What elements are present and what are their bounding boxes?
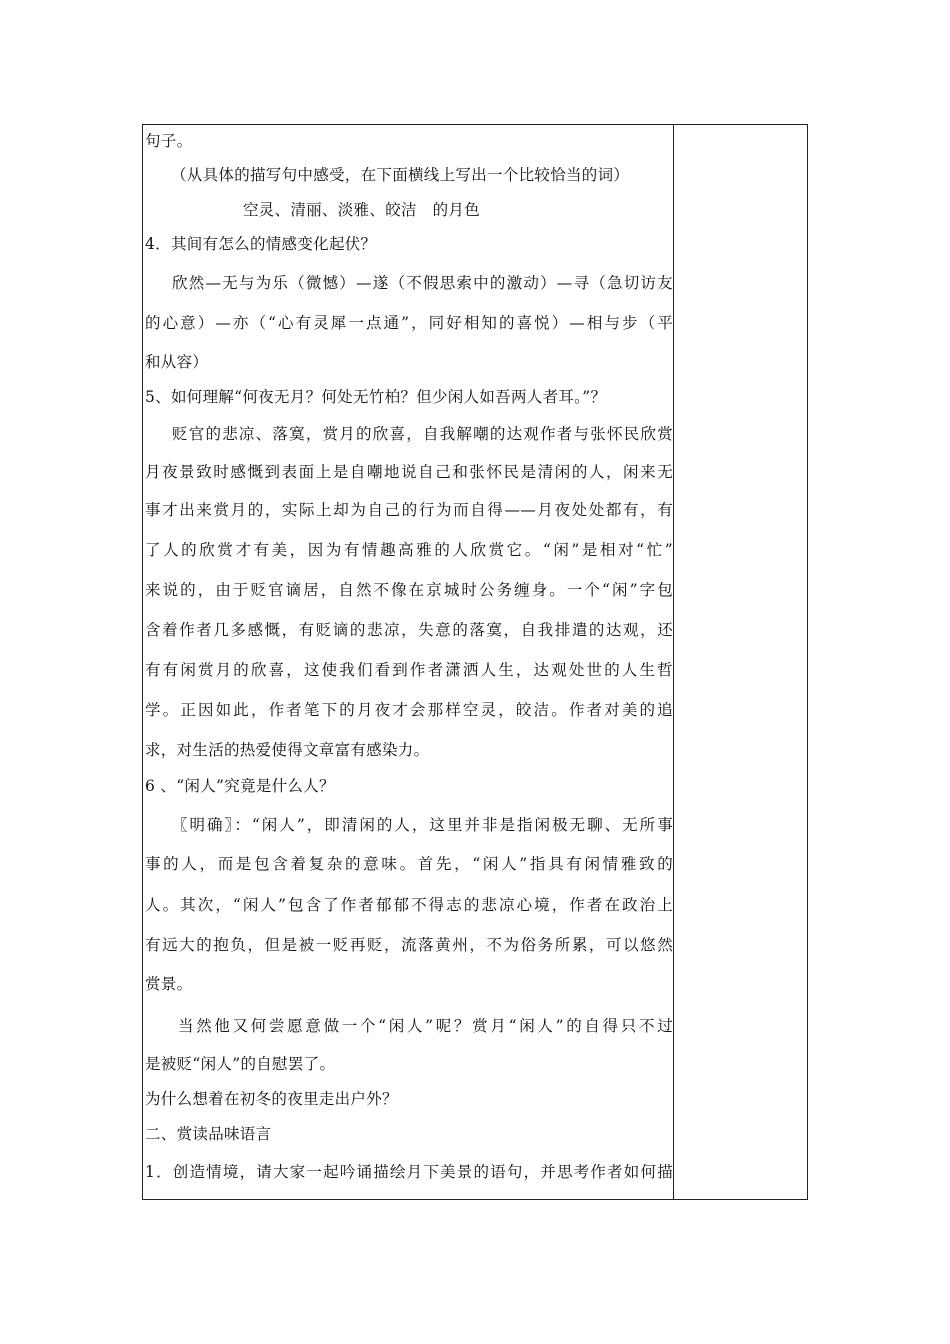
text-line: 4．其间有怎么的情感变化起伏？ — [145, 235, 377, 253]
text-line: 学。正因如此，作者笔下的月夜才会那样空灵，皎洁。作者对美的追 — [145, 701, 673, 719]
notes-column — [674, 125, 807, 1199]
text-line: 欣然—无与为乐（微憾）—遂（不假思索中的激动）—寻（急切访友 — [172, 274, 673, 292]
text-line: 二、赏读品味语言 — [145, 1125, 272, 1143]
text-line: 是被贬“闲人”的自慰罢了。 — [145, 1055, 336, 1073]
text-line: 事才出来赏月的，实际上却为自己的行为而自得——月夜处处都有，有 — [145, 501, 673, 519]
text-line: 含着作者几多感慨，有贬谪的悲凉，失意的落寞，自我排遣的达观，还 — [145, 621, 673, 639]
text-line: 事的人，而是包含着复杂的意味。首先，“闲人”指具有闲情雅致的 — [145, 855, 673, 873]
text-line: 求，对生活的热爱使得文章富有感染力。 — [145, 741, 430, 759]
text-line: 和从容） — [145, 353, 209, 371]
text-line: 5、如何理解“何夜无月？何处无竹柏？但少闲人如吾两人者耳。”？ — [145, 388, 607, 406]
text-line: 有远大的抱负，但是被一贬再贬，流落黄州，不为俗务所累，可以悠然 — [145, 936, 673, 954]
text-line: （从具体的描写句中感受，在下面横线上写出一个比较恰当的词） — [171, 166, 630, 184]
text-line: 空灵、清丽、淡雅、皎洁 的月色 — [243, 201, 481, 219]
text-line: 有有闲赏月的欣喜，这使我们看到作者潇洒人生，达观处世的人生哲 — [145, 661, 673, 679]
text-line: 赏景。 — [145, 975, 193, 993]
text-line: 〖明确〗：“闲人”，即清闲的人，这里并非是指闲极无聊、无所事 — [172, 816, 673, 834]
text-line: 句子。 — [145, 132, 193, 150]
text-line: 1．创造情境，请大家一起吟诵描绘月下美景的语句，并思考作者如何描 — [145, 1163, 673, 1181]
text-line: 了人的欣赏才有美，因为有情趣高雅的人欣赏它。“闲”是相对“忙” — [145, 541, 673, 559]
text-line: 6 、“闲人”究竟是什么人？ — [145, 777, 335, 795]
text-line: 的心意）—亦（“心有灵犀一点通”，同好相知的喜悦）—相与步（平 — [145, 314, 673, 332]
text-line: 为什么想着在初冬的夜里走出户外？ — [145, 1090, 398, 1108]
text-line: 贬官的悲凉、落寞，赏月的欣喜，自我解嘲的达观作者与张怀民欣赏 — [172, 425, 673, 443]
text-line: 来说的，由于贬官谪居，自然不像在京城时公务缠身。一个“闲”字包 — [145, 581, 673, 599]
text-line: 当然他又何尝愿意做一个“闲人”呢？赏月“闲人”的自得只不过 — [178, 1017, 673, 1035]
text-line: 人。其次，“闲人”包含了作者郁郁不得志的悲凉心境，作者在政治上 — [145, 896, 673, 914]
text-line: 月夜景致时感慨到表面上是自嘲地说自己和张怀民是清闲的人，闲来无 — [145, 463, 673, 481]
